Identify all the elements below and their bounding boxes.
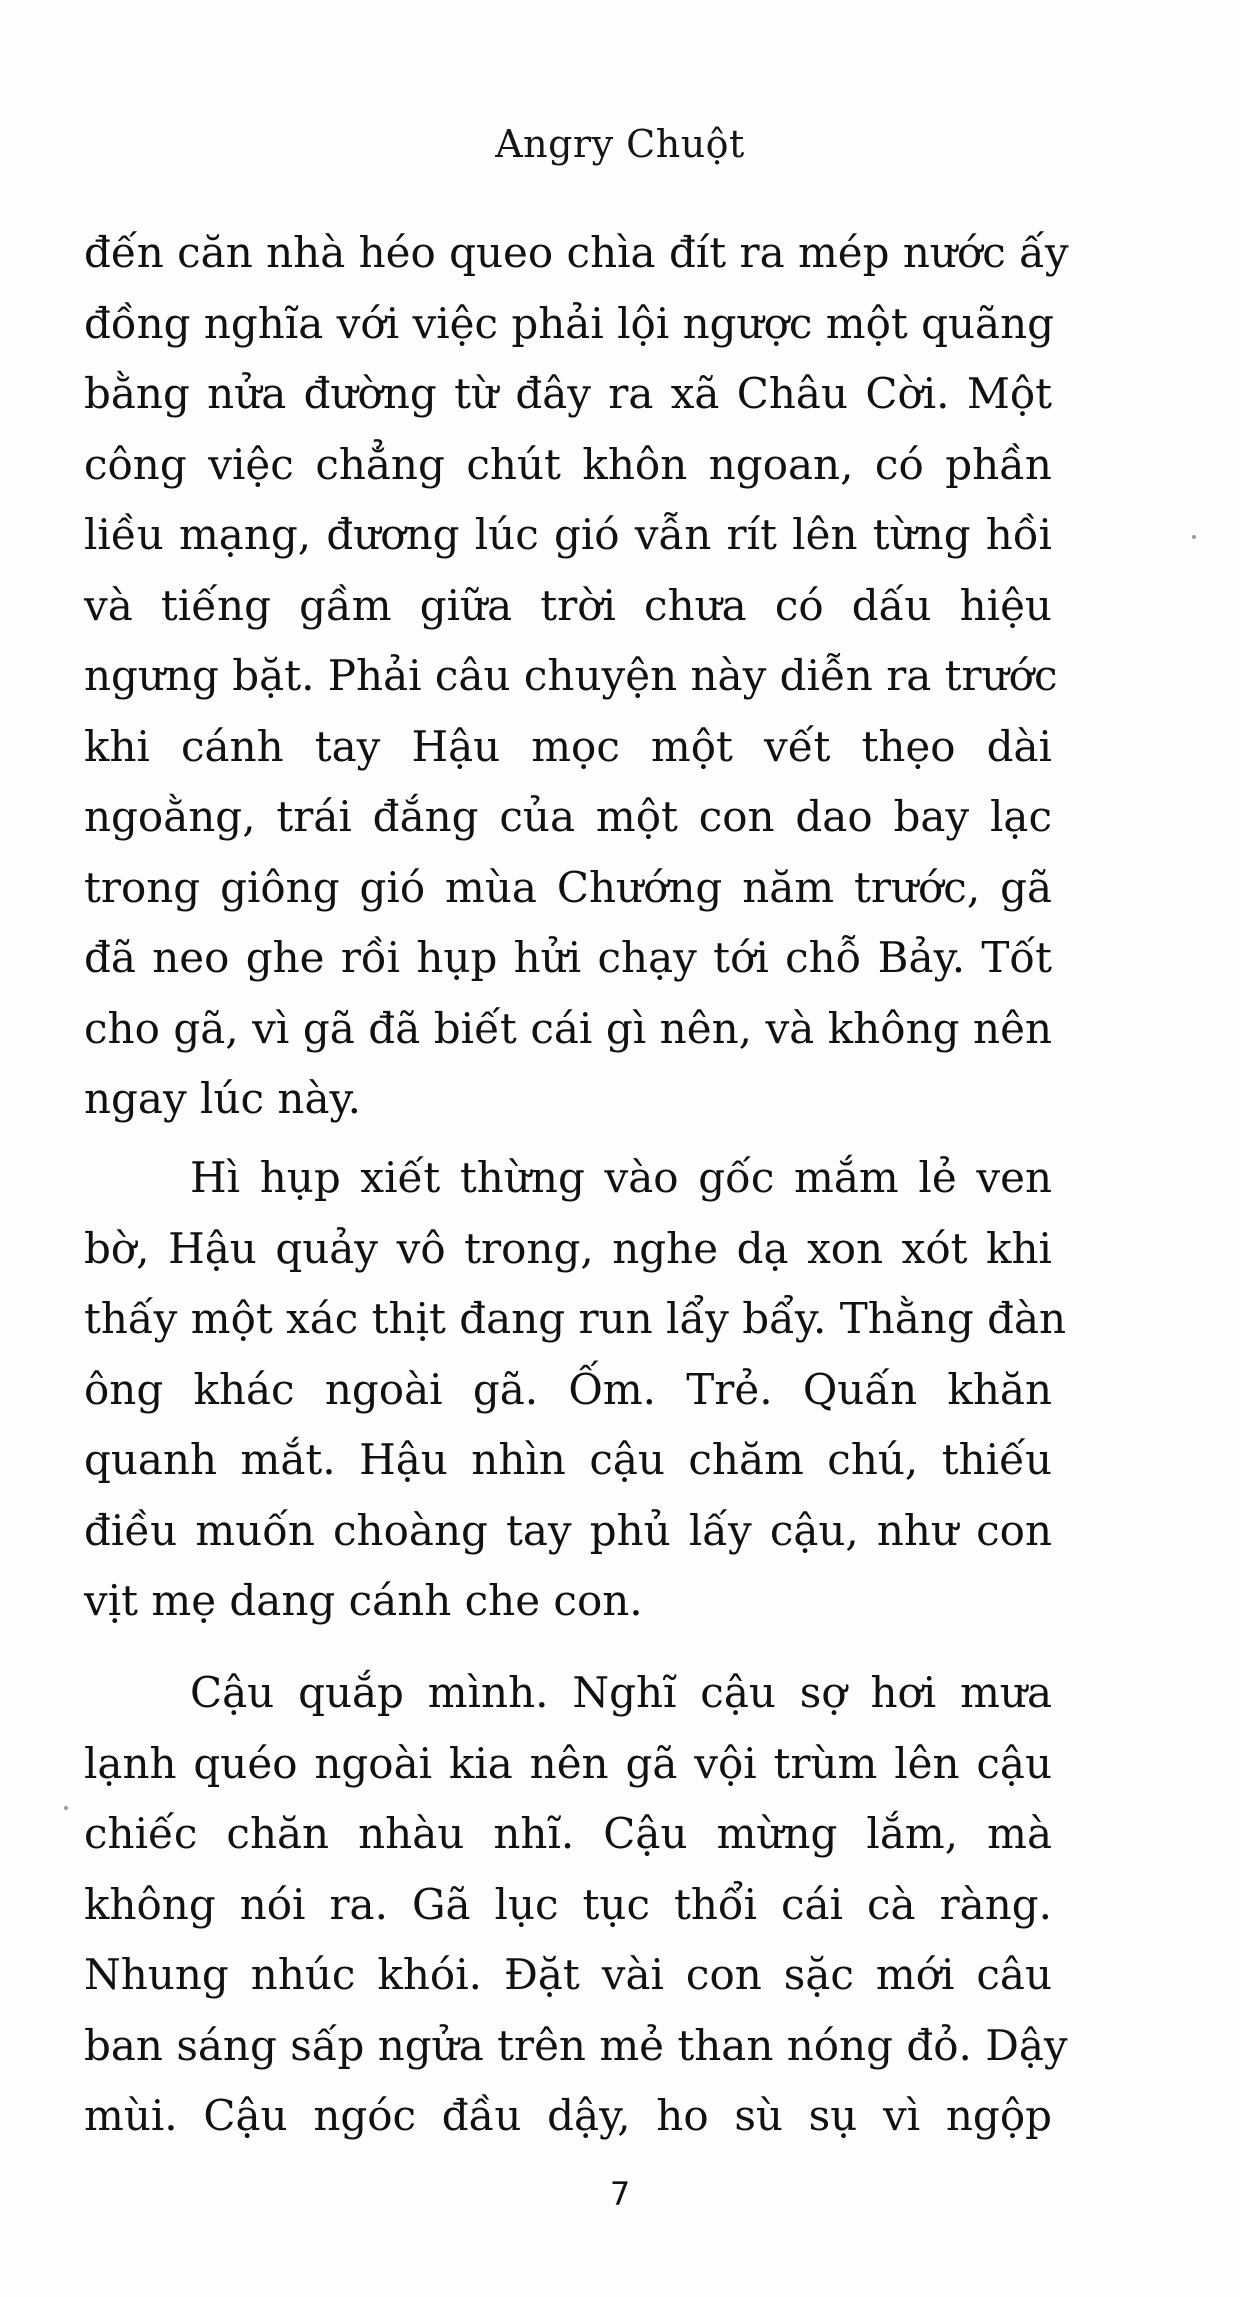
text-line: ông khác ngoài gã. Ốm. Trẻ. Quấn khăn [84,1364,1052,1414]
text-line: vịt mẹ dang cánh che con. [84,1576,643,1625]
text-line: bằng nửa đường từ đây ra xã Châu Cời. Một [84,369,1052,418]
text-line: đến căn nhà héo queo chìa đít ra mép nước ấy [84,228,1069,277]
text-line: khi cánh tay Hậu mọc một vết thẹo dài [84,721,1052,771]
text-line: ngưng bặt. Phải câu chuyện này diễn ra trước [84,651,1058,700]
text-line: đã neo ghe rồi hụp hửi chạy tới chỗ Bảy. Tốt [84,933,1052,982]
text-line: điều muốn choàng tay phủ lấy cậu, như con [84,1505,1052,1555]
text-line: Nhung nhúc khói. Đặt vài con sặc mới câu [84,1950,1052,1999]
running-header-title: Angry Chuột [495,122,745,166]
text-line: ngay lúc này. [84,1074,361,1123]
text-line: Hì hụp xiết thừng vào gốc mắm lẻ ven [190,1153,1052,1202]
text-line: quanh mắt. Hậu nhìn cậu chăm chú, thiếu [84,1435,1052,1484]
text-line: công việc chẳng chút khôn ngoan, có phần [84,439,1052,489]
paragraph-2 [84,1143,1067,1637]
text-line: Cậu quắp mình. Nghĩ cậu sợ hơi mưa [190,1668,1052,1717]
text-line: không nói ra. Gã lục tục thổi cái cà ràng. [84,1879,1052,1929]
paragraph-3 [84,1658,1068,2152]
scan-speck [1192,535,1196,539]
paragraph-1 [84,218,1069,1135]
text-line: ngoằng, trái đắng của một con dao bay lạc [84,792,1052,841]
text-line: bờ, Hậu quảy vô trong, nghe dạ xon xót khi [84,1223,1052,1273]
text-line: trong giông gió mùa Chướng năm trước, gã [84,862,1052,912]
page-number: 7 [609,2175,631,2213]
text-line: chiếc chăn nhàu nhĩ. Cậu mừng lắm, mà [84,1809,1052,1858]
text-line: lạnh quéo ngoài kia nên gã vội trùm lên cậu [84,1738,1052,1788]
scan-speck [64,1806,68,1810]
text-line: ban sáng sấp ngửa trên mẻ than nóng đỏ. Dậy [84,2020,1068,2070]
text-line: liều mạng, đương lúc gió vẫn rít lên từng hồi [84,510,1052,559]
text-line: thấy một xác thịt đang run lẩy bẩy. Thằng đàn [84,1294,1067,1343]
text-line: và tiếng gầm giữa trời chưa có dấu hiệu [84,580,1052,630]
text-line: cho gã, vì gã đã biết cái gì nên, và không nên [84,1003,1052,1053]
text-line: đồng nghĩa với việc phải lội ngược một quãng [84,298,1055,348]
text-line: mùi. Cậu ngóc đầu dậy, ho sù sụ vì ngộp [84,2091,1052,2140]
